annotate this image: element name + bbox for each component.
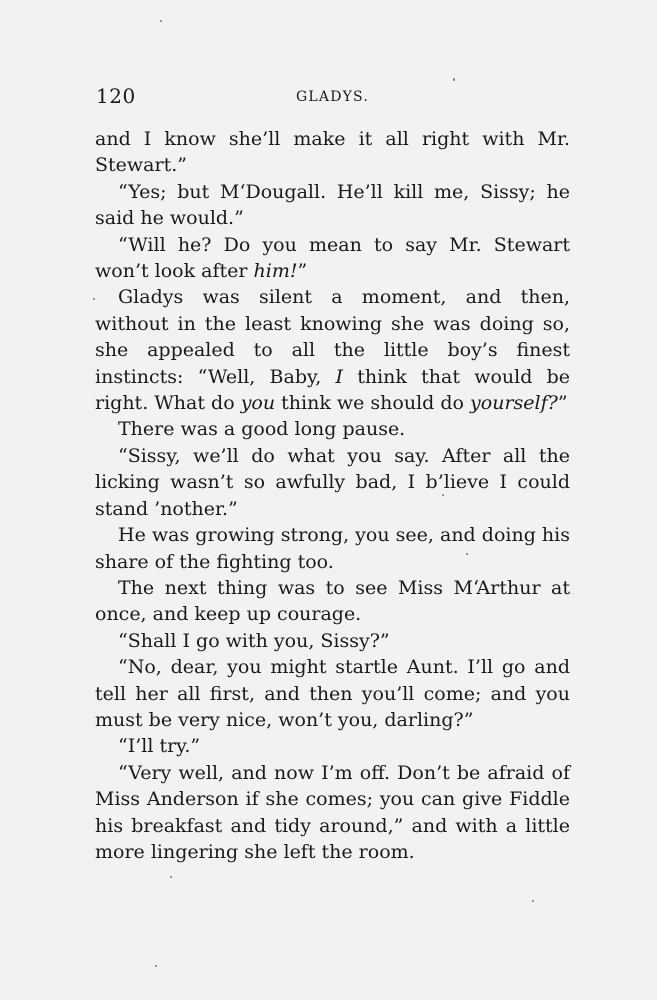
paper-speck bbox=[93, 298, 95, 300]
paragraph bbox=[95, 575, 570, 628]
paragraph bbox=[95, 522, 570, 575]
text-run: “Sissy, we’ll do what you say. After all the licking wasn’t so awfully bad, I b’lieve I could stand ’nother.” bbox=[95, 444, 570, 520]
italic-text: you bbox=[240, 392, 276, 415]
text-run: The next thing was to see Miss M‘Arthur at once, and keep up courage. bbox=[95, 576, 570, 626]
paper-speck bbox=[170, 876, 172, 878]
paragraph bbox=[95, 179, 570, 232]
paragraph bbox=[95, 443, 570, 522]
paper-speck bbox=[532, 900, 534, 902]
text-run: “No, dear, you might startle Aunt. I’ll go and tell her all first, and then you’ll come; and you must be very nice, won’t you, darling?” bbox=[95, 656, 570, 731]
text-run: “Yes; but M‘Dougall. He’ll kill me, Sissy; he said he would.” bbox=[95, 180, 570, 230]
text-run: “Shall I go with you, Sissy?” bbox=[118, 629, 390, 652]
paragraph bbox=[95, 416, 570, 442]
paragraph bbox=[95, 284, 570, 416]
paper-speck bbox=[442, 494, 444, 496]
text-run: There was a good long pause. bbox=[118, 418, 406, 441]
text-run: “Very well, and now I’m off. Don’t be afraid of Miss Anderson if she comes; you can give Fiddle his breakfast and tidy around,” and with a little more lingering she left the room. bbox=[95, 761, 570, 863]
italic-text: yourself? bbox=[470, 392, 558, 415]
paragraph bbox=[95, 760, 570, 866]
paper-speck bbox=[160, 20, 162, 22]
italic-text: him! bbox=[253, 260, 298, 283]
text-run: think we should do bbox=[275, 392, 471, 415]
paper-speck bbox=[453, 78, 455, 81]
italic-text: I bbox=[335, 365, 343, 388]
running-title: GLADYS. bbox=[296, 89, 369, 105]
text-run: “Will he? Do you mean to say Mr. Stewart won’t look after bbox=[95, 233, 570, 283]
text-run: think that would be right. What do bbox=[95, 365, 571, 415]
text-run: and I know she’ll make it all right with Mr. Stewart.” bbox=[95, 128, 570, 177]
text-run: “I’ll try.” bbox=[118, 735, 201, 758]
text-run: ” bbox=[297, 260, 308, 283]
paragraph bbox=[95, 628, 570, 654]
paragraph bbox=[95, 733, 570, 759]
paragraph bbox=[95, 232, 570, 285]
text-run: He was growing strong, you see, and doing his share of the fighting too. bbox=[95, 524, 570, 573]
paper-speck bbox=[466, 553, 468, 555]
paper-speck bbox=[155, 965, 157, 967]
body-text bbox=[95, 126, 570, 865]
paragraph bbox=[95, 654, 570, 733]
running-head bbox=[96, 84, 572, 112]
page-number: 120 bbox=[96, 84, 136, 108]
text-run: ” bbox=[557, 392, 568, 415]
paragraph bbox=[95, 126, 570, 179]
text-run: Gladys was silent a moment, and then, without in the least knowing she was doing so, she appealed to all the little boy’s finest instincts: “Well, Baby, bbox=[95, 286, 570, 388]
